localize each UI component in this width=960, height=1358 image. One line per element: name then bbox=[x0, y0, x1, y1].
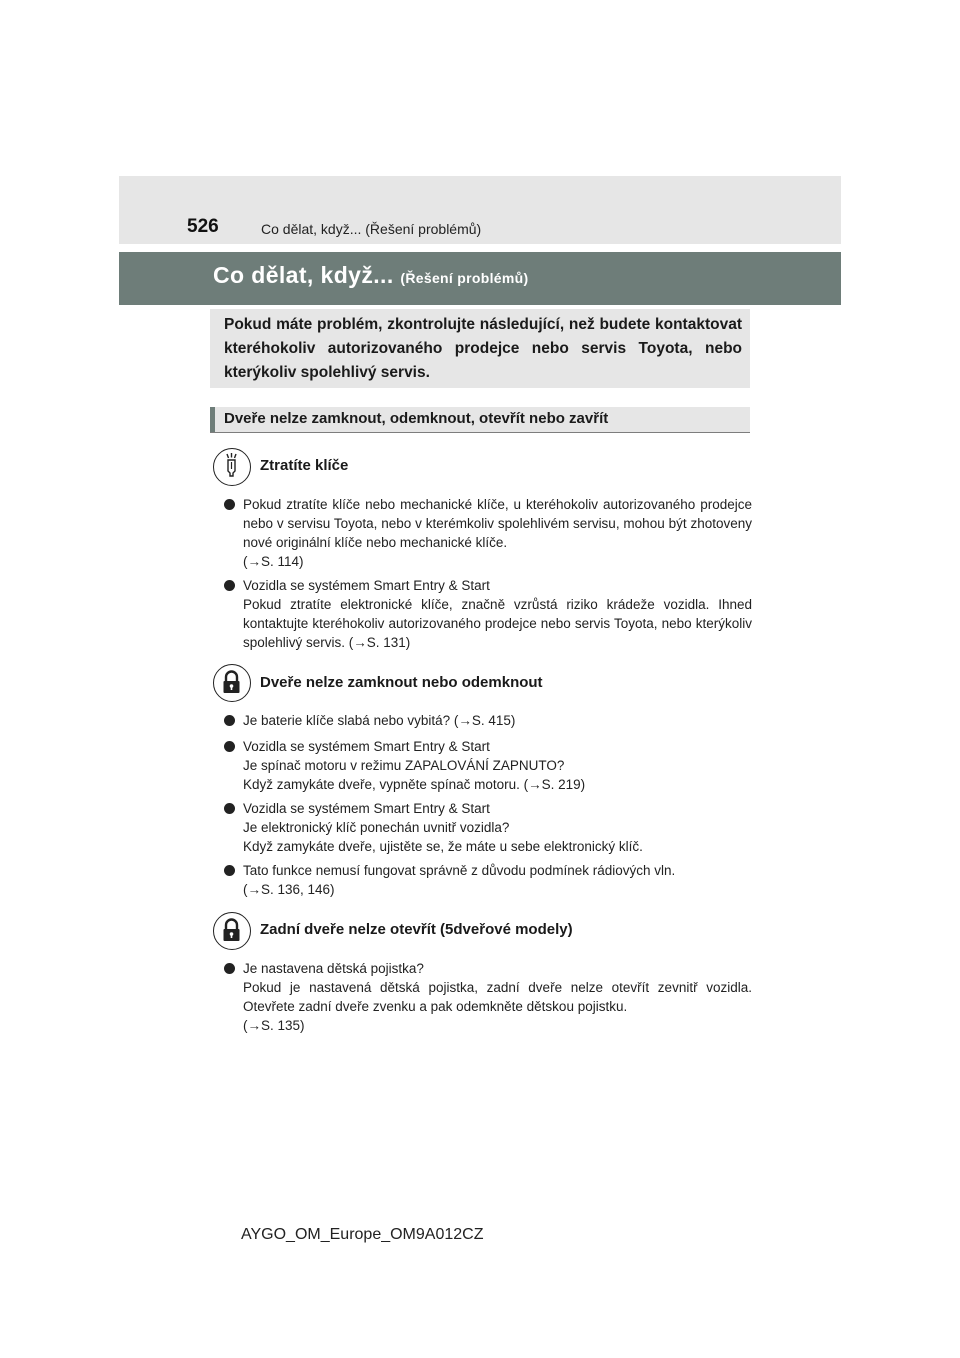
lock-icon bbox=[213, 912, 251, 950]
subsection-title-lost-keys: Ztratíte klíče bbox=[260, 457, 349, 474]
bullet-text: Když zamykáte dveře, vypněte spínač motoru. (→S. 219) bbox=[243, 777, 586, 792]
bullet-text: Když zamykáte dveře, ujistěte se, že máte u sebe elektronický klíč. bbox=[243, 839, 643, 854]
intro-text: Pokud máte problém, zkontrolujte následující, než budete kontaktovat kteréhokoliv autorizovaného prodejce nebo servis Toyota, nebo kterýkoliv spolehlivý servis. bbox=[224, 316, 742, 381]
bullet-dot bbox=[224, 865, 235, 876]
bullet-dot bbox=[224, 963, 235, 974]
lock-icon bbox=[213, 664, 251, 702]
section-heading bbox=[210, 407, 750, 433]
list-item bbox=[224, 576, 752, 652]
list-item bbox=[224, 495, 752, 571]
bullet-text: Vozidla se systémem Smart Entry & Start bbox=[243, 578, 490, 593]
bullet-text: Je nastavena dětská pojistka? bbox=[243, 961, 424, 976]
bullet-dot bbox=[224, 741, 235, 752]
bullet-text: Tato funkce nemusí fungovat správně z důvodu podmínek rádiových vln. bbox=[243, 863, 676, 878]
page-title-sub: (Řešení problémů) bbox=[400, 270, 529, 286]
bullet-text: (→S. 135) bbox=[243, 1018, 305, 1033]
bullet-text: (→S. 136, 146) bbox=[243, 882, 335, 897]
list-item bbox=[224, 737, 752, 794]
key-icon bbox=[213, 448, 251, 486]
list-item bbox=[224, 799, 752, 856]
page-title bbox=[213, 262, 528, 289]
bullet-dot bbox=[224, 715, 235, 726]
section-heading-label: Dveře nelze zamknout, odemknout, otevřít nebo zavřít bbox=[224, 410, 609, 427]
bullet-text: Vozidla se systémem Smart Entry & Start bbox=[243, 739, 490, 754]
document-code: AYGO_OM_Europe_OM9A012CZ bbox=[241, 1226, 484, 1243]
bullet-dot bbox=[224, 580, 235, 591]
bullet-text: Vozidla se systémem Smart Entry & Start bbox=[243, 801, 490, 816]
list-item bbox=[224, 959, 752, 1035]
bullet-text: Je spínač motoru v režimu ZAPALOVÁNÍ ZAPNUTO? bbox=[243, 758, 565, 773]
list-item bbox=[224, 861, 752, 899]
bullet-text: Pokud ztratíte klíče nebo mechanické klíče, u kteréhokoliv autorizovaného prodejce nebo v servisu Toyota, nebo v kterémkoliv spolehlivém servisu, mohou být zhotoveny nové originální klíče nebo mechanické klíče. bbox=[243, 497, 752, 550]
bullet-text: (→S. 114) bbox=[243, 554, 304, 569]
bullet-text: Je baterie klíče slabá nebo vybitá? (→S. 415) bbox=[243, 713, 516, 728]
subsection-title-rear-doors: Zadní dveře nelze otevřít (5dveřové modely) bbox=[260, 921, 573, 938]
subsection-title-cannot-lock: Dveře nelze zamknout nebo odemknout bbox=[260, 674, 543, 691]
running-title: Co dělat, když... (Řešení problémů) bbox=[261, 221, 482, 237]
bullet-text: Pokud ztratíte elektronické klíče, značně vzrůstá riziko krádeže vozidla. Ihned kontaktujte kteréhokoliv autorizovaného prodejce nebo servis Toyota, nebo kterýkoliv spolehlivý servis. (→S. 131) bbox=[243, 597, 752, 650]
bullet-text: Je elektronický klíč ponechán uvnitř vozidla? bbox=[243, 820, 510, 835]
list-item bbox=[224, 711, 752, 730]
bullet-text: Pokud je nastavená dětská pojistka, zadní dveře nelze otevřít zevnitř vozidla. Otevřete zadní dveře zvenku a pak odemkněte dětskou pojistku. bbox=[243, 980, 752, 1014]
page-number: 526 bbox=[187, 216, 219, 237]
page-title-main: Co dělat, když... bbox=[213, 262, 401, 288]
bullet-dot bbox=[224, 499, 235, 510]
bullet-dot bbox=[224, 803, 235, 814]
